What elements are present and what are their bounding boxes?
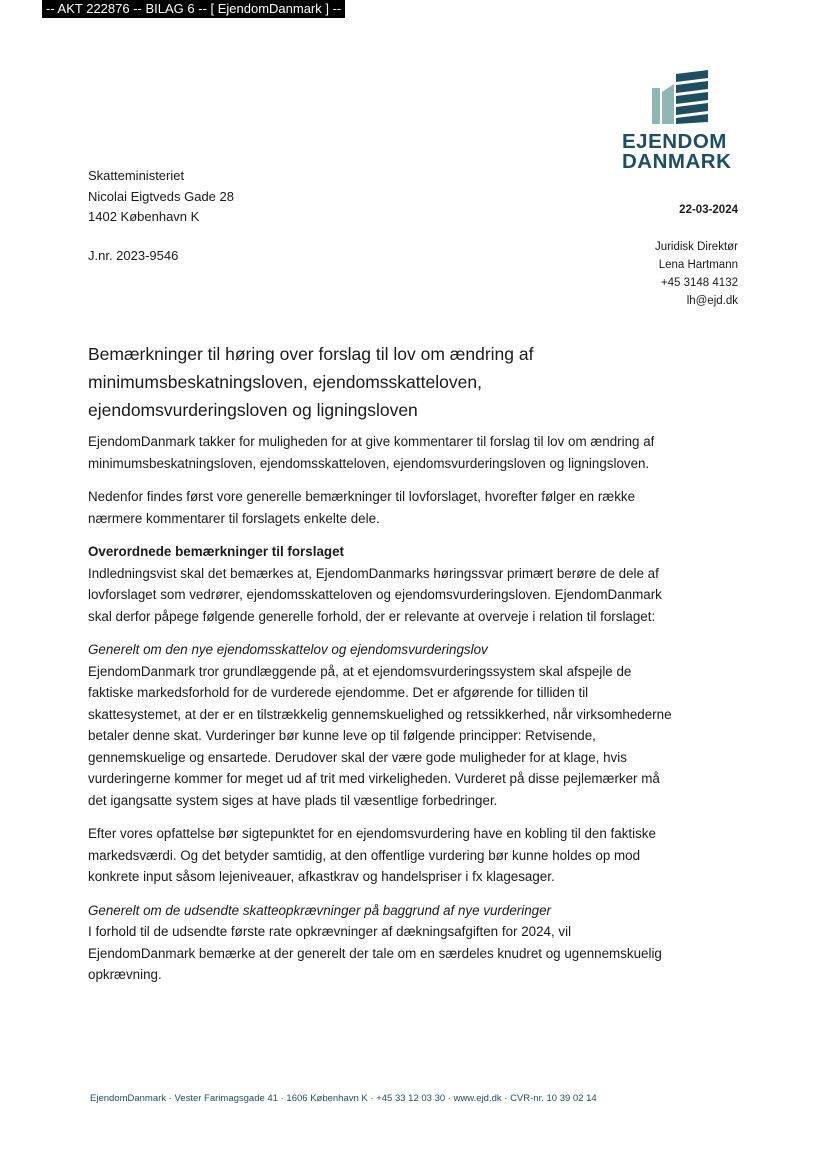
- letter-body: [88, 431, 672, 998]
- paragraph-market-value: Efter vores opfattelse bør sigtepunktet for en ejendomsvurdering have en kobling til den faktiske markedsværdi. Og det betyder samtidig, at den offentlige vurdering bør kunne holdes op mod konkrete input såsom lejeniveauer, afkastkrav og handelspriser i fx klagesager.: [88, 826, 656, 884]
- building-stack-icon: [652, 70, 710, 124]
- logo-line-2: DANMARK: [622, 150, 732, 173]
- recipient-street: Nicolai Eigtveds Gade 28: [88, 188, 234, 204]
- paragraph-general: Indledningsvist skal det bemærkes at, EjendomDanmarks høringssvar primært berøre de dele af lovforslaget som vedrører, ejendomsskatteloven og ejendomsvurderingsloven. EjendomDanmark skal derfor påpege følgende generelle forhold, der er relevante at overveje i relation til forslaget:: [88, 565, 662, 624]
- paragraph-overview: Nedenfor findes først vore generelle bemærkninger til lovforslaget, hvorefter følger en række nærmere kommentarer til forslagets enkelte dele.: [88, 489, 636, 526]
- paragraph-valuation: EjendomDanmark tror grundlæggende på, at et ejendomsvurderingssystem skal afspejle de faktiske markedsforhold for de vurderede ejendomme. Det er afgørende for tilliden til skattesystemet, at der er en tilstrækkelig gennemskuelighed og retssikkerhed, når virksomhederne betaler denne skat. Vurderinger bør kunne leve op til følgende principper: Retvisende, gennemskuelige og ensartede. Derudover skal der være gode muligheder for at klage, hvis vurderingerne kommer for meget ud af trit med virkeligheden. Vurderet på disse pejlemærker må det igangsatte system siges at have plads til væsentlige forbedringer.: [88, 663, 672, 808]
- sender-name: Lena Hartmann: [658, 259, 738, 271]
- letter-date: 22-03-2024: [679, 204, 738, 216]
- section-heading-law: Generelt om den nye ejendomsskattelov og ejendomsvurderingslov: [88, 642, 488, 657]
- journal-number: J.nr. 2023-9546: [88, 248, 179, 263]
- sender-phone: +45 3148 4132: [660, 277, 738, 289]
- recipient-city: 1402 København K: [88, 209, 200, 224]
- sender-email: lh@ejd.dk: [686, 295, 738, 307]
- paragraph-intro: EjendomDanmark takker for muligheden for at give kommentarer til forslag til lov om ændring af minimumsbeskatningsloven, ejendomsskatteloven, ejendomsvurderingsloven og ligningsloven.: [88, 434, 655, 471]
- recipient-address: [88, 166, 234, 228]
- section-heading-tax: Generelt om de udsendte skatteopkrævninger på baggrund af nye vurderinger: [88, 902, 552, 918]
- letter-title: Bemærkninger til høring over forslag til lov om ændring af minimumsbeskatningsloven, ejendomsskatteloven, ejendomsvurderingsloven og ligningsloven: [88, 344, 534, 420]
- recipient-name: Skatteministeriet: [88, 168, 185, 183]
- page-footer: EjendomDanmark · Vester Farimagsgade 41 · 1606 København K · +45 33 12 03 30 · www.ejd.dk · CVR-nr. 10 39 02 14: [90, 1093, 597, 1104]
- paragraph-tax: I forhold til de udsendte første rate opkrævninger af dækningsafgiften for 2024, vil EjendomDanmark bemærke at der generelt der tale om en særdeles knudret og ugennemskuelig opkrævning.: [88, 924, 662, 982]
- logo-line-1: EJENDOM: [622, 130, 727, 153]
- sender-block: [655, 238, 738, 310]
- section-heading-general: Overordnede bemærkninger til forslaget: [88, 544, 344, 559]
- sender-title: Juridisk Direktør: [654, 241, 738, 253]
- document-stamp: -- AKT 222876 -- BILAG 6 -- [ EjendomDanmark ] --: [42, 0, 345, 18]
